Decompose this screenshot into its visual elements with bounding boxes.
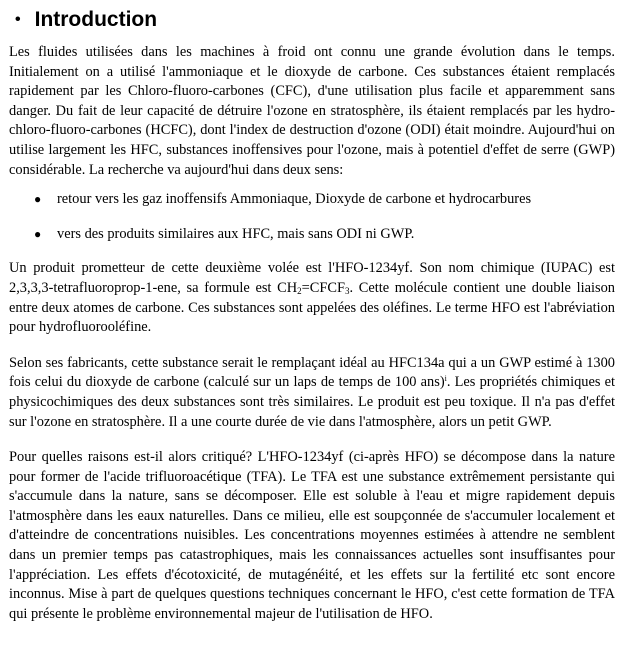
list-bullet: ● <box>34 192 42 207</box>
formula-part: =CFCF <box>301 279 345 296</box>
list-item <box>9 190 615 210</box>
formula-part: CH <box>277 279 298 296</box>
chemical-formula <box>277 280 349 296</box>
heading-title: Introduction <box>34 8 158 31</box>
list-item-text: vers des produits similaires aux HFC, mais sans ODI ni GWP. <box>57 225 415 242</box>
formula-subscript: 3 <box>344 285 350 296</box>
paragraph-criticism: Pour quelles raisons est-il alors critiqué? L'HFO-1234yf (ci-après HFO) se décompose dans la nature pour former de l'acide trifluoroacétique (TFA). Le TFA est une substance extrêmement persistante qui s'accumule dans la nature, sans se décomposer. Elle est soluble à l'eau et migre rapidement depuis l'atmosphère dans les eaux naturelles. Dans ce milieu, elle est soupçonnée de s'accumuler localement et d'atteindre de concentrations nuisibles. Les concentrations moyennes estimées à attendre ne semblent dans un premier temps pas catastrophiques, mais les connaissances actuelles sont insuffisantes pour l'appréciation. Les effets d'écotoxicité, de mutagénéité, et les effets sur la fertilité etc sont encore inconnus. Mise à part de quelques questions techniques concernant le HFO, c'est cette formation de TFA qui présente le problème environnemental majeur de l'utilisation de HFO. <box>9 449 615 622</box>
heading-bullet: • <box>15 11 21 28</box>
paragraph-hfo-text-end: . Cette molécule contient une double liaison entre deux atomes de carbone. Ces substances sont appelées des oléfines. Le terme HFO est l'abréviation pour hydrofluorooléfine. <box>9 279 615 336</box>
formula-subscript: 2 <box>297 285 302 296</box>
document-page <box>9 6 615 624</box>
footnote-marker[interactable]: i <box>444 374 447 384</box>
list-item-text: retour vers les gaz inoffensifs Ammoniaque, Dioxyde de carbone et hydrocarbures <box>57 191 532 208</box>
paragraph-hfo-text-start: Un produit prometteur de cette deuxième volée est l'HFO-1234yf. Son nom chimique (IUPAC) est 2,3,3,3-tetrafluoroprop-1-ene, sa formule est <box>9 260 615 296</box>
paragraph-manufacturers-start: Selon ses fabricants, cette substance serait le remplaçant idéal au HFC134a qui a un GWP estimé à 1300 fois celui du dioxyde de carbone (calculé sur un laps de temps de 100 ans) <box>9 354 615 391</box>
research-directions-list <box>9 190 615 244</box>
paragraph-manufacturers <box>9 354 615 432</box>
list-item <box>9 225 615 245</box>
list-bullet: ● <box>34 226 42 241</box>
paragraph-intro: Les fluides utilisées dans les machines à froid ont connu une grande évolution dans le temps. Initialement on a utilisé l'ammoniaque et le dioxyde de carbone. Ces substances étaient remplacés rapidement par les Chloro-fluoro-carbones (CFC), d'une utilisation plus facile et apparemment sans danger. Du fait de leur capacité de détruire l'ozone en stratosphère, ils étaient remplacés par les hydro-chloro-fluoro-carbones (HCFC), dont l'index de destruction d'ozone (ODI) était moindre. Aujourd'hui on utilise largement les HFC, substances inoffensives pour l'ozone, mais à potentiel d'effet de serre (GWP) considérable. La recherche va aujourd'hui dans deux sens: <box>9 44 615 178</box>
section-heading <box>9 6 615 34</box>
paragraph-manufacturers-end: . Les propriétés chimiques et physicochimiques des deux substances sont très similaires. Le produit est peu toxique. Il n'a pas d'effet sur l'ozone en stratosphère. Il a une courte durée de vie dans l'atmosphère, alors un petit GWP. <box>9 374 615 430</box>
paragraph-hfo-product <box>9 259 615 337</box>
